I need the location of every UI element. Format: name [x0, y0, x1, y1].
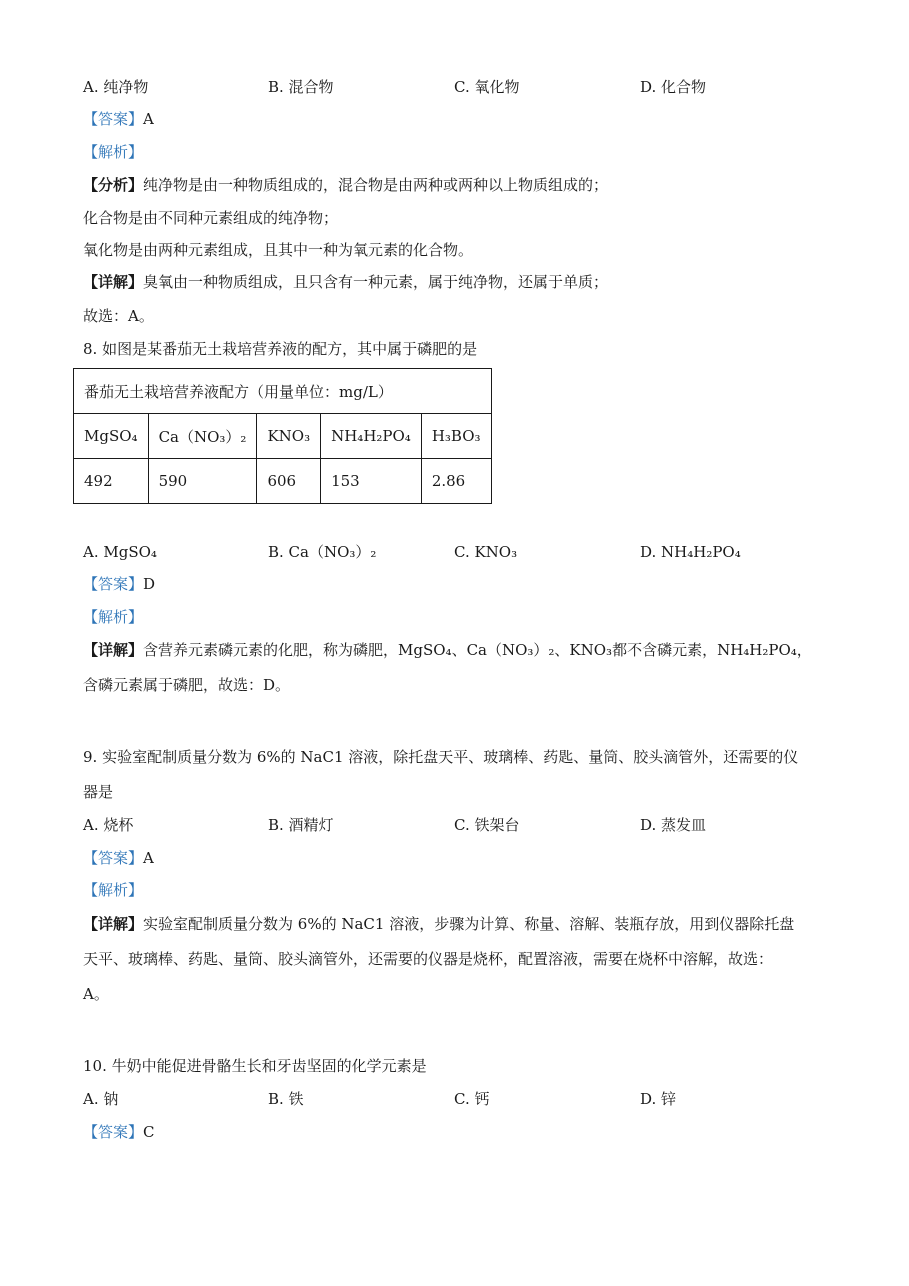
- value-nh4h2po4: 153: [321, 459, 422, 504]
- q7-answer: A: [143, 110, 154, 128]
- q10-answer: C: [143, 1123, 155, 1141]
- q7-fenxi-line2: 化合物是由不同种元素组成的纯净物；: [83, 209, 339, 227]
- detail-tag: 【详解】: [83, 915, 144, 933]
- q9-detail-line3: A。: [83, 985, 109, 1003]
- q9-option-b: B. 酒精灯: [268, 816, 334, 834]
- answer-tag: 【答案】: [83, 575, 144, 593]
- q9-option-a: A. 烧杯: [83, 816, 134, 834]
- answer-tag: 【答案】: [83, 1123, 144, 1141]
- q7-fenxi-text1: 纯净物是由一种物质组成的，混合物是由两种或两种以上物质组成的；: [143, 176, 609, 194]
- q9-answer: A: [143, 849, 154, 867]
- q7-option-c: C. 氧化物: [454, 78, 520, 96]
- header-cano3: Ca（NO₃）₂: [148, 414, 257, 459]
- header-h3bo3: H₃BO₃: [421, 414, 491, 459]
- q9-detail-line1: [83, 914, 794, 934]
- analysis-tag: 【解析】: [83, 881, 144, 899]
- q8-detail-text1: 含营养元素磷元素的化肥，称为磷肥，MgSO₄、Ca（NO₃）₂、KNO₃都不含磷元素，NH₄H₂PO₄，: [143, 641, 812, 659]
- q8-option-a: A. MgSO₄: [83, 543, 157, 561]
- q9-stem-line1: 9. 实验室配制质量分数为 6%的 NaC1 溶液，除托盘天平、玻璃棒、药匙、量筒、胶头滴管外，还需要的仪: [83, 748, 799, 766]
- answer-tag: 【答案】: [83, 110, 144, 128]
- table-header-row: [74, 414, 492, 459]
- header-mgso4: MgSO₄: [74, 414, 149, 459]
- q7-fenxi-line3: 氧化物是由两种元素组成，且其中一种为氧元素的化合物。: [83, 241, 474, 259]
- q8-stem: 8. 如图是某番茄无土栽培营养液的配方，其中属于磷肥的是: [83, 340, 478, 358]
- analysis-tag: 【解析】: [83, 608, 144, 626]
- fenxi-tag: 【分析】: [83, 176, 144, 194]
- nutrient-recipe-table: [73, 368, 492, 504]
- value-h3bo3: 2.86: [421, 459, 491, 504]
- analysis-tag: 【解析】: [83, 143, 144, 161]
- q9-detail-text1: 实验室配制质量分数为 6%的 NaC1 溶液，步骤为计算、称量、溶解、装瓶存放，用到仪器除托盘: [143, 915, 795, 933]
- detail-tag: 【详解】: [83, 273, 144, 291]
- q9-option-d: D. 蒸发皿: [640, 816, 707, 834]
- q8-detail-line1: [83, 640, 812, 660]
- header-nh4h2po4: NH₄H₂PO₄: [321, 414, 422, 459]
- q7-option-d: D. 化合物: [640, 78, 707, 96]
- value-mgso4: 492: [74, 459, 149, 504]
- q9-detail-line2: 天平、玻璃棒、药匙、量筒、胶头滴管外，还需要的仪器是烧杯，配置溶液，需要在烧杯中溶解，故选：: [83, 950, 774, 968]
- q8-option-b: B. Ca（NO₃）₂: [268, 543, 377, 561]
- q10-answer-line: [83, 1122, 155, 1142]
- value-kno3: 606: [257, 459, 321, 504]
- q7-option-b: B. 混合物: [268, 78, 334, 96]
- q10-option-c: C. 钙: [454, 1090, 490, 1108]
- q7-detail-text: 臭氧由一种物质组成，且只含有一种元素，属于纯净物，还属于单质；: [143, 273, 609, 291]
- q8-option-d: D. NH₄H₂PO₄: [640, 543, 741, 561]
- value-cano3: 590: [148, 459, 257, 504]
- answer-tag: 【答案】: [83, 849, 144, 867]
- q9-option-c: C. 铁架台: [454, 816, 520, 834]
- q10-stem: 10. 牛奶中能促进骨骼生长和牙齿坚固的化学元素是: [83, 1057, 427, 1075]
- table-title: 番茄无土栽培营养液配方（用量单位：mg/L）: [74, 369, 492, 414]
- q7-option-a: A. 纯净物: [83, 78, 149, 96]
- q10-option-a: A. 钠: [83, 1090, 119, 1108]
- q7-fenxi-line1: [83, 175, 608, 195]
- q8-answer-line: [83, 574, 155, 594]
- q7-detail-line: [83, 272, 608, 292]
- q9-stem-line2: 器是: [83, 783, 114, 801]
- table-value-row: [74, 459, 492, 504]
- q10-option-b: B. 铁: [268, 1090, 304, 1108]
- q8-detail-line2: 含磷元素属于磷肥，故选：D。: [83, 676, 291, 694]
- q7-choice: 故选：A。: [83, 307, 154, 325]
- q10-option-d: D. 锌: [640, 1090, 677, 1108]
- q8-answer: D: [143, 575, 156, 593]
- detail-tag: 【详解】: [83, 641, 144, 659]
- q8-option-c: C. KNO₃: [454, 543, 518, 561]
- header-kno3: KNO₃: [257, 414, 321, 459]
- q9-answer-line: [83, 848, 154, 868]
- q7-answer-line: [83, 109, 154, 129]
